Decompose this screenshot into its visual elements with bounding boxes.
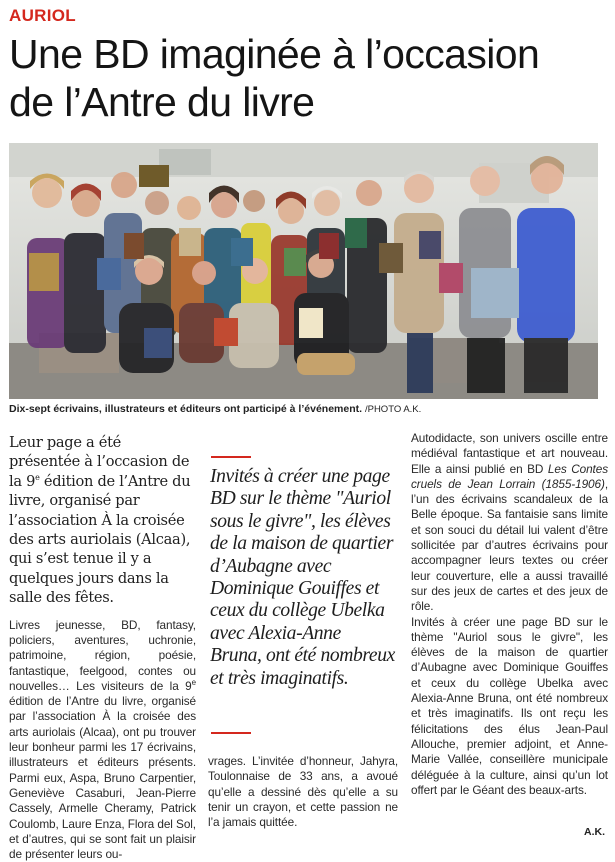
body1-text-2: édition de l’Antre du livre, organisé par l’association À la croisée des arts auriolais (Alcaa), ont pu trouver leur bonheur parmi les 17 écrivains, illustrateurs et éditeurs présents. Parmi eux, Aspa, Bruno Carpentier, Geneviève Casaburi, Jean-Pierre Cassely, Armelle Cheramy, Patrick Coulomb, Laure Enza, Flora del Sol, et d’autres, qui se sont fait un plaisir de présenter leurs ou- (9, 694, 196, 862)
group-photo-illustration (9, 143, 598, 399)
pull-quote-top-rule (211, 456, 251, 458)
headline-line-1: Une BD imaginée à l’occasion (9, 31, 540, 77)
right-paragraph-1 (411, 431, 608, 615)
right-paragraph-2: Invités à créer une page BD sur le thème "Auriol sous le givre", les élèves de la maison de quartier d’Aubagne avec Dominique Gouiffes et ceux du collège Ubelka avec Alexia-Anne Bruna, ont été nombreux et très imaginatifs. Ils ont reçu les félicitations des élus Jean-Paul Allouche, premier adjoint, et Anne-Marie Vallée, conseillère municipale déléguée à la culture, ainsi qu’un lot offert par le Géant des beaux-arts. (411, 614, 608, 797)
pull-quote: Invités à créer une page BD sur le thème "Auriol sous le givre", les élèves de la maison de quartier d’Aubagne avec Dominique Gouiffes et ceux du collège Ubelka avec Alexia-Anne Bruna, ont été nombreux et très imaginatifs. (210, 466, 395, 689)
group-photo (9, 143, 598, 399)
body-paragraph-1 (9, 618, 196, 862)
headline-line-2: de l’Antre du livre (9, 79, 315, 125)
photo-credit: /PHOTO A.K. (364, 404, 422, 415)
headline (9, 30, 609, 126)
section-rubric: AURIOL (9, 6, 76, 25)
lead-paragraph (9, 433, 196, 608)
photo-caption (9, 403, 609, 415)
right-p1-text-b: , l’un des écrivains scandaleux de la Belle époque. Sa fantaisie sans limite et son souci du détail lui valent d’être sollicitée par d’autres écrivains pour accompagner leurs textes ou créer leur couverture, elle a aussi travaillé sur des jeux de cartes et des jeux de rôle. (411, 476, 608, 614)
lead-text-2: édition de l’Antre du livre, organisé par l’association À la croisée des arts auriolais (Alcaa), qui s’est tenue il y a quelques jours dans la salle des fêtes. (9, 472, 191, 607)
lead-text-1: Leur page a été présentée à l’occasion de la 9 (9, 434, 190, 490)
right-column (411, 431, 608, 798)
left-column (9, 433, 196, 862)
author-signature: A.K. (584, 826, 605, 838)
pull-quote-bottom-rule (211, 732, 251, 734)
middle-column-text: vrages. L’invitée d’honneur, Jahyra, Toulonnaise de 33 ans, a avoué qu’elle a dessiné dès qu’elle a su tenir un crayon, et cette passion ne l’a jamais quittée. (208, 754, 398, 830)
caption-text: Dix-sept écrivains, illustrateurs et éditeurs ont participé à l’événement. (9, 403, 363, 415)
right-p1-text-a: Autodidacte, son univers oscille entre médiéval fantastique et art nouveau. Elle a ainsi publié en BD (411, 431, 608, 476)
book-title: Les Contes cruels de Jean Lorrain (1855-1906) (411, 461, 608, 491)
lead-superscript: e (35, 472, 40, 482)
body1-superscript: e (191, 677, 196, 687)
body1-text-1: Livres jeunesse, BD, fantasy, policiers, aventures, uchronie, patrimoine, région, poésie, fantastique, feelgood, contes ou nouvelles… Les visiteurs de la 9 (9, 617, 196, 693)
